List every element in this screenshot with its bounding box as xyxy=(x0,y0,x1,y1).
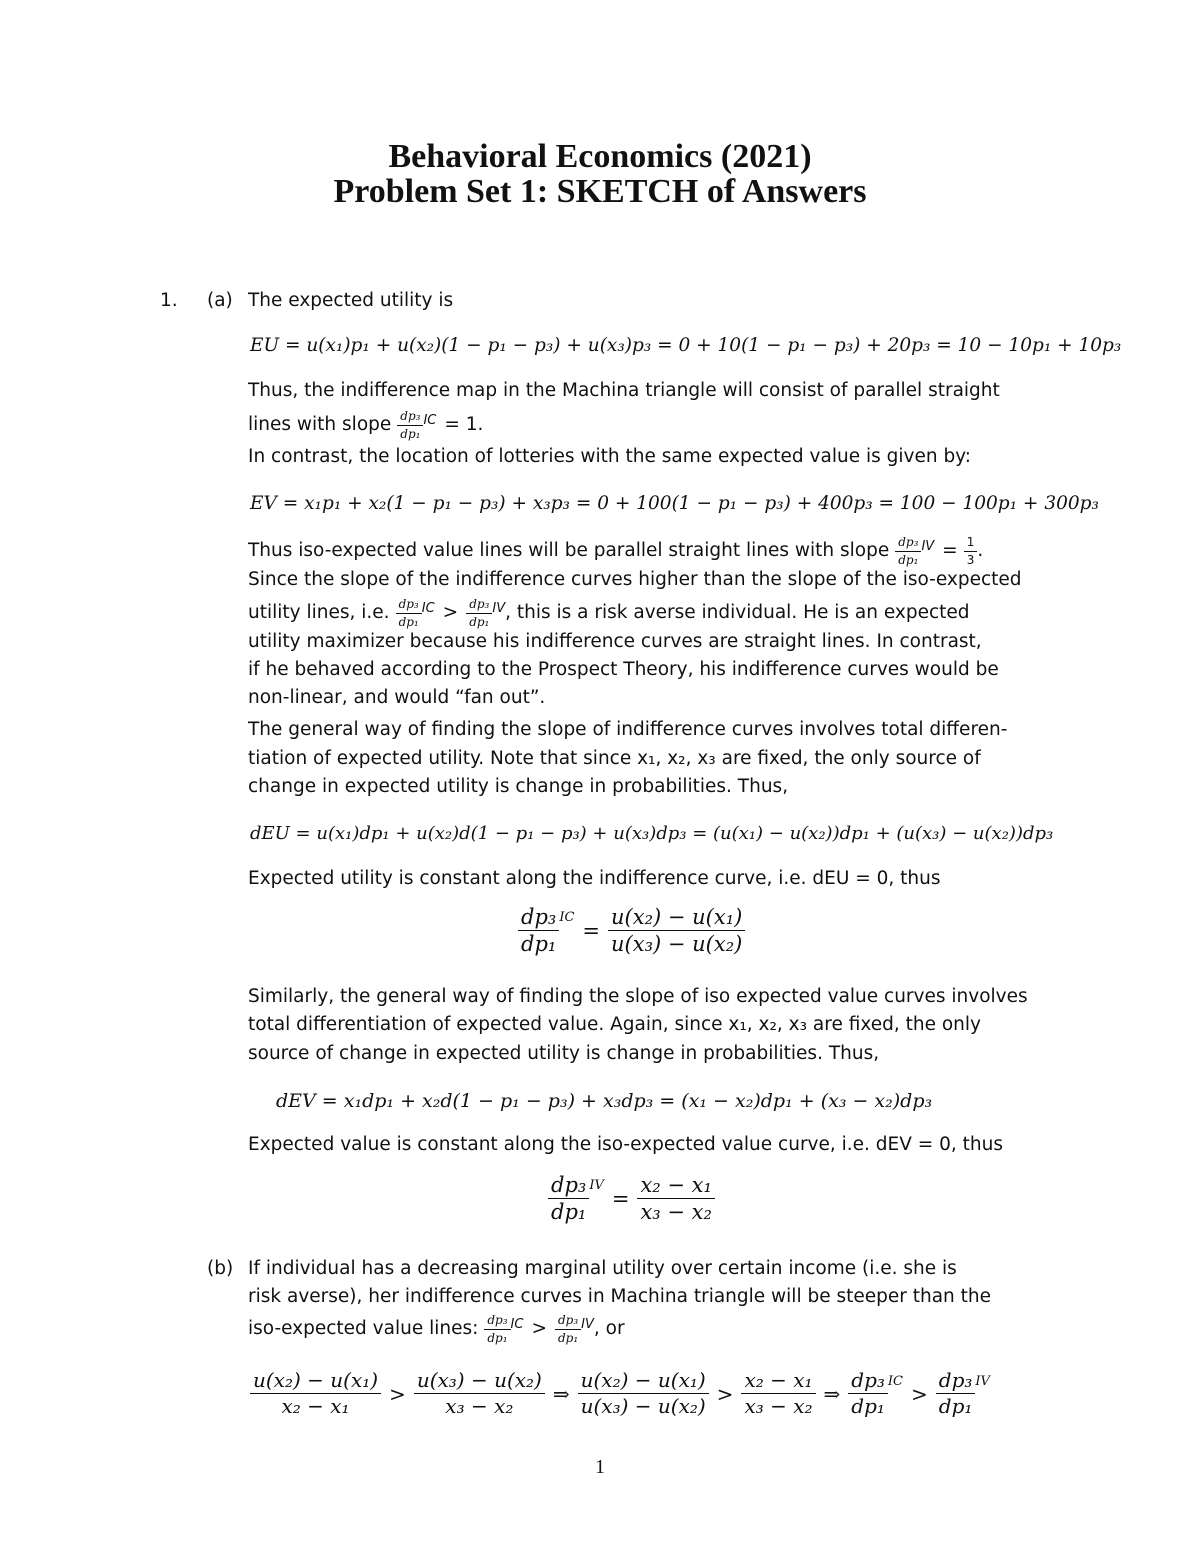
chain-fraction-1 xyxy=(250,1370,381,1417)
ic-slope-rhs-den: u(x₃) − u(x₂) xyxy=(611,932,743,957)
indifference-slope-value: = 1. xyxy=(444,414,484,436)
chain-fraction-4-num: x₂ − x₁ xyxy=(741,1370,815,1394)
superscript-iv: IV xyxy=(921,539,935,554)
equation-differential-ev: dEV = x₁dp₁ + x₂d(1 − p₁ − p₃) + x₃dp₃ = (x₁ − x₂)dp₁ + (x₃ − x₂)dp₃ xyxy=(276,1090,933,1112)
ic-slope-lhs-den: dp₁ xyxy=(521,932,557,957)
ic-slope-superscript: IC xyxy=(559,910,575,925)
chain-implies-2: ⇒ xyxy=(823,1381,841,1406)
similarly-text-line-1: Similarly, the general way of finding the slope of iso expected value curves involves xyxy=(248,986,1028,1007)
equation-expected-value: EV = x₁p₁ + x₂(1 − p₁ − p₃) + x₃p₃ = 0 + 100(1 − p₁ − p₃) + 400p₃ = 100 − 100p₁ + 300p₃ xyxy=(250,493,1099,514)
slope-fraction-den: dp₁ xyxy=(400,426,421,441)
iv-fraction-inline-num: dp₃ xyxy=(466,598,492,614)
chain-gt-3: > xyxy=(911,1381,928,1406)
greater-than-sign: > xyxy=(442,602,459,624)
similarly-text-line-3: source of change in expected utility is change in probabilities. Thus, xyxy=(248,1043,880,1064)
part-b-line-3 xyxy=(248,1314,625,1344)
ic-fraction-inline-den: dp₁ xyxy=(398,614,419,629)
superscript-ic: IC xyxy=(423,413,437,428)
page-title-line-2: Problem Set 1: SKETCH of Answers xyxy=(333,173,867,210)
part-b-iv-fraction-den: dp₁ xyxy=(557,1330,579,1345)
ic-slope-equals: = xyxy=(582,918,601,943)
chain-fraction-5-den: dp₁ xyxy=(851,1394,885,1418)
paragraph-line-5: non-linear, and would “fan out”. xyxy=(248,687,546,708)
iso-expected-text: Thus iso-expected value lines will be parallel straight lines with slope $\frac{\text{dp₃}}{\text{dp₁}}$ IV = $\frac{1}{3}$ . xyxy=(248,535,984,567)
chain-implies-1: ⇒ xyxy=(552,1381,570,1406)
chain-fraction-4 xyxy=(741,1370,815,1417)
iv-fraction-inline xyxy=(466,598,492,628)
chain-gt-1: > xyxy=(389,1381,406,1406)
part-b-greater-than: > xyxy=(531,1318,547,1340)
equation-expected-utility: EU = u(x₁)p₁ + u(x₂)(1 − p₁ − p₃) + u(x₃)p₃ = 0 + 10(1 − p₁ − p₃) + 20p₃ = 10 − 10p₁ + 10p₃ xyxy=(250,335,1122,356)
slope-fraction-num: dp₃ xyxy=(397,410,423,426)
part-b-iv-fraction-num: dp₃ xyxy=(555,1314,581,1330)
part-b-ic-fraction-den: dp₁ xyxy=(487,1330,508,1345)
chain-fraction-3-num: u(x₂) − u(x₁) xyxy=(578,1370,709,1394)
paragraph-line-2-suffix: , this is a risk averse individual. He is an expected xyxy=(505,602,970,624)
question-number: 1. xyxy=(160,290,178,311)
paragraph-line-4: if he behaved according to the Prospect Theory, his indifference curves would be xyxy=(248,659,999,680)
part-b-line-2: risk averse), her indifference curves in Machina triangle will be steeper than the xyxy=(248,1286,992,1307)
indifference-text-line-2 xyxy=(248,410,483,440)
ic-slope-lhs xyxy=(518,906,559,955)
paragraph-line-3: utility maximizer because his indifference curves are straight lines. In contrast, xyxy=(248,631,982,652)
ic-slope-formula xyxy=(518,906,745,955)
part-b-superscript-iv: IV xyxy=(581,1317,594,1332)
indifference-text-line-1: Thus, the indifference map in the Machina triangle will consist of parallel straight xyxy=(248,380,1000,401)
slope-fraction-iv-den: dp₁ xyxy=(898,552,919,567)
part-b-inequality-chain xyxy=(250,1370,990,1417)
chain-fraction-2 xyxy=(414,1370,545,1417)
general-text-line-2: tiation of expected utility. Note that since x₁, x₂, x₃ are fixed, the only source of xyxy=(248,748,981,769)
chain-fraction-6 xyxy=(936,1370,976,1417)
chain-fraction-6-den: dp₁ xyxy=(938,1394,973,1418)
chain-fraction-6-num: dp₃ xyxy=(936,1370,976,1394)
general-text-line-1: The general way of finding the slope of indifference curves involves total differen- xyxy=(248,719,1008,740)
contrast-text: In contrast, the location of lotteries with the same expected value is given by: xyxy=(248,446,972,467)
ic-slope-lhs-num: dp₃ xyxy=(518,906,559,931)
iso-value-num: 1 xyxy=(964,536,978,552)
iv-slope-superscript: IV xyxy=(589,1178,604,1193)
part-b-label: (b) xyxy=(207,1258,234,1279)
paragraph-line-2 xyxy=(248,598,970,628)
iv-slope-lhs-num: dp₃ xyxy=(548,1174,589,1199)
ic-fraction-inline xyxy=(396,598,422,628)
iso-value-den: 3 xyxy=(966,552,975,567)
part-b-line-1: If individual has a decreasing marginal utility over certain income (i.e. she is xyxy=(248,1258,957,1279)
constant-eu-text: Expected utility is constant along the indifference curve, i.e. dEU = 0, thus xyxy=(248,868,941,889)
chain-fraction-1-num: u(x₂) − u(x₁) xyxy=(250,1370,381,1394)
chain-fraction-4-den: x₃ − x₂ xyxy=(744,1394,813,1418)
chain-fraction-5-num: dp₃ xyxy=(848,1370,888,1394)
chain-gt-2: > xyxy=(716,1381,734,1406)
chain-fraction-5 xyxy=(848,1370,888,1417)
iv-slope-rhs-num: x₂ − x₁ xyxy=(637,1174,714,1199)
part-b-line-3-prefix: iso-expected value lines: xyxy=(248,1318,479,1340)
chain-fraction-3-den: u(x₃) − u(x₂) xyxy=(580,1394,706,1418)
part-b-ic-fraction xyxy=(484,1314,510,1344)
similarly-text-line-2: total differentiation of expected value. Again, since x₁, x₂, x₃ are fixed, the only xyxy=(248,1014,981,1035)
ic-fraction-inline-num: dp₃ xyxy=(396,598,422,614)
chain-superscript-ic: IC xyxy=(887,1374,903,1389)
iv-slope-lhs-den: dp₁ xyxy=(551,1200,587,1225)
superscript-iv-inline: IV xyxy=(492,601,506,616)
part-b-line-3-suffix: , or xyxy=(593,1318,625,1340)
slope-fraction-ic xyxy=(397,410,423,440)
general-text-line-3: change in expected utility is change in probabilities. Thus, xyxy=(248,776,789,797)
slope-fraction-iv-num: dp₃ xyxy=(895,536,921,552)
page-number: 1 xyxy=(595,1456,605,1478)
indifference-slope-prefix: lines with slope xyxy=(248,414,392,436)
ic-slope-rhs xyxy=(608,906,745,955)
chain-fraction-3 xyxy=(578,1370,709,1417)
part-a-intro: The expected utility is xyxy=(248,290,454,311)
paragraph-line-2-prefix: utility lines, i.e. xyxy=(248,602,390,624)
page-title-line-1: Behavioral Economics (2021) xyxy=(388,138,812,175)
part-a-label: (a) xyxy=(207,290,233,311)
constant-ev-text: Expected value is constant along the iso-expected value curve, i.e. dEV = 0, thus xyxy=(248,1134,1004,1155)
chain-fraction-2-num: u(x₃) − u(x₂) xyxy=(414,1370,545,1394)
superscript-ic-inline: IC xyxy=(421,601,435,616)
iso-value-fraction xyxy=(964,536,978,566)
iso-expected-prefix: Thus iso-expected value lines will be parallel straight lines with slope xyxy=(248,540,890,562)
equation-differential-eu: dEU = u(x₁)dp₁ + u(x₂)d(1 − p₁ − p₃) + u(x₃)dp₃ = (u(x₁) − u(x₂))dp₁ + (u(x₃) − u(x₂))dp₃ xyxy=(250,823,1054,844)
ic-slope-rhs-num: u(x₂) − u(x₁) xyxy=(608,906,745,931)
chain-fraction-2-den: x₃ − x₂ xyxy=(445,1394,514,1418)
iv-fraction-inline-den: dp₁ xyxy=(469,614,490,629)
part-b-iv-fraction xyxy=(555,1314,581,1344)
iso-equals: = xyxy=(942,540,958,562)
iv-slope-rhs-den: x₃ − x₂ xyxy=(640,1200,712,1225)
part-b-superscript-ic: IC xyxy=(510,1317,524,1332)
iv-slope-lhs xyxy=(548,1174,589,1223)
paragraph-line-1: Since the slope of the indifference curves higher than the slope of the iso-expected xyxy=(248,569,1022,590)
chain-superscript-iv: IV xyxy=(975,1374,990,1389)
iv-slope-formula xyxy=(548,1174,715,1223)
iv-slope-equals: = xyxy=(611,1186,630,1211)
chain-fraction-1-den: x₂ − x₁ xyxy=(281,1394,350,1418)
part-b-ic-fraction-num: dp₃ xyxy=(484,1314,510,1330)
iv-slope-rhs xyxy=(637,1174,714,1223)
slope-fraction-iv xyxy=(895,536,921,566)
